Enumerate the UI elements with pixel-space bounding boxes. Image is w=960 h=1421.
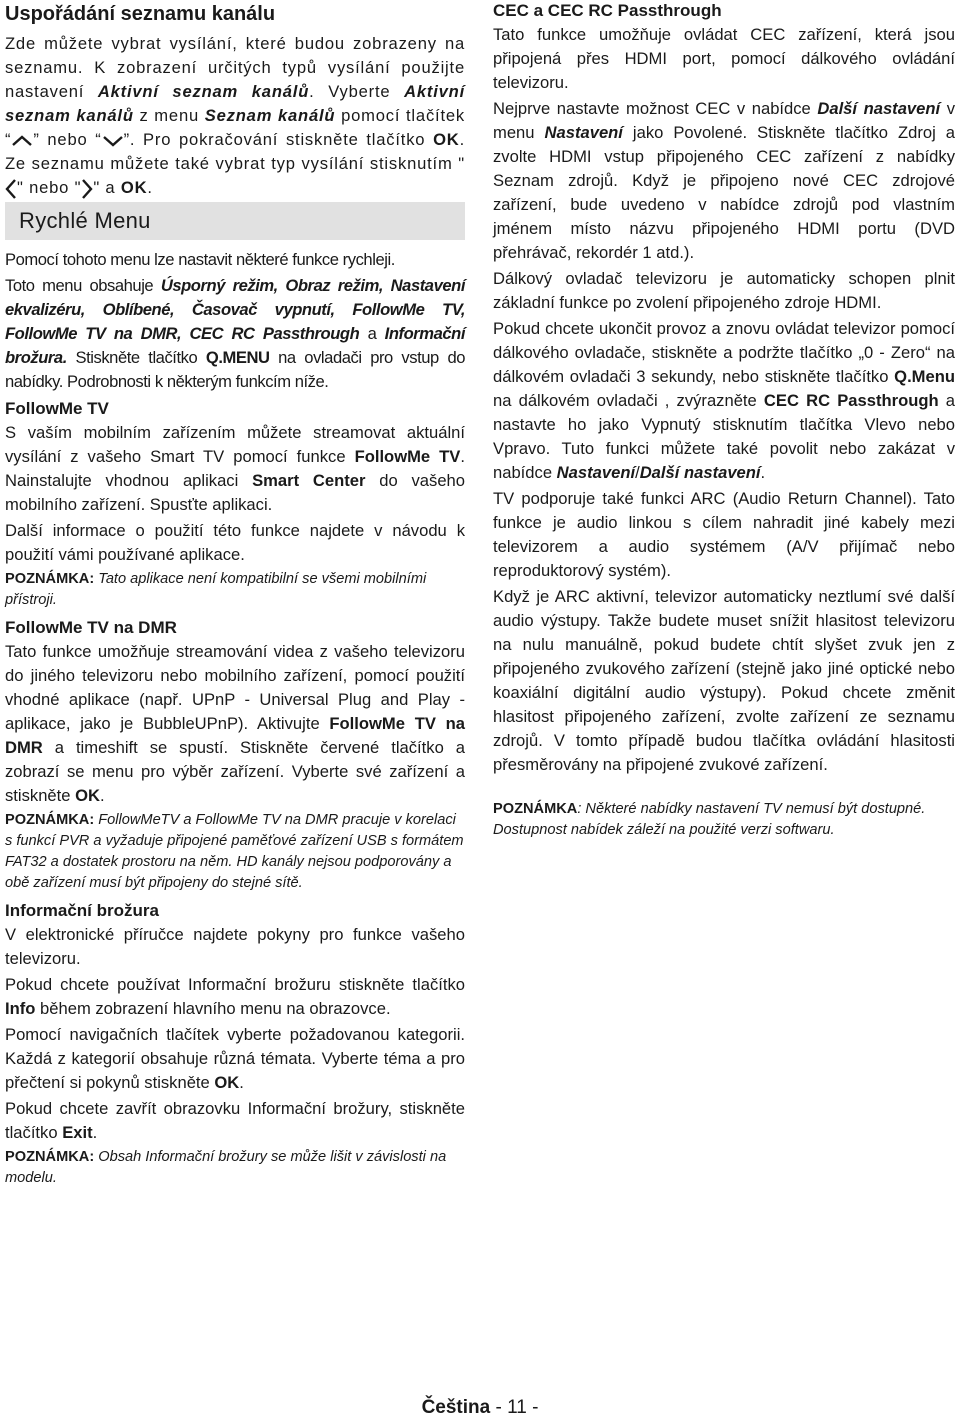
heading-followme-tv: FollowMe TV — [5, 399, 109, 418]
chevron-up-icon — [11, 135, 33, 147]
followme-paragraph-2: Další informace o použití této funkce najdete v návodu k použití vámi používané aplikace. — [5, 521, 465, 564]
quick-menu-intro: Pomocí tohoto menu lze nastavit některé funkce rychleji. — [5, 250, 395, 269]
page-footer — [0, 1397, 960, 1419]
info-paragraph-4: Pokud chcete zavřít obrazovku Informační brožury, stiskněte tlačítko Exit. — [5, 1099, 465, 1142]
chevron-right-icon — [81, 178, 93, 200]
heading-info-booklet: Informační brožura — [5, 901, 159, 920]
chevron-down-icon — [102, 135, 124, 147]
footer-language: Čeština — [421, 1397, 491, 1418]
info-note: POZNÁMKA: Obsah Informační brožury se může lišit v závislosti na modelu. — [5, 1149, 447, 1186]
heading-followme-dmr: FollowMe TV na DMR — [5, 618, 177, 637]
footer-page-number: - 11 - — [490, 1397, 539, 1418]
info-paragraph-3: Pomocí navigačních tlačítek vyberte požadovanou kategorii. Každá z kategorií obsahuje různá témata. Vyberte téma a pro přečtení si pokynů stiskněte OK. — [5, 1025, 465, 1092]
info-paragraph-1: V elektronické příručce najdete pokyny pro funkce vašeho televizoru. — [5, 925, 465, 968]
channel-list-paragraph: Zde můžete vybrat vysílání, které budou zobrazeny na seznamu. K zobrazení určitých typů vysílání použijte nastavení Aktivní seznam kanálů. Vyberte Aktivní seznam kanálů z menu Seznam kanálů pomocí tlačítek “ ” nebo “ ”. Pro pokračování stiskněte tlačítko OK. Ze seznamu můžete také vybrat typ vysílání stisknutím " " nebo " " a OK. — [5, 32, 465, 200]
left-column — [5, 0, 465, 1195]
cec-paragraph-3: Dálkový ovladač televizoru je automaticky schopen plnit základní funkce po zvolení připojeného zdroje HDMI. — [493, 269, 955, 312]
section-title-channel-list: Uspořádání seznamu kanálu — [5, 3, 276, 25]
heading-cec: CEC a CEC RC Passthrough — [493, 1, 722, 20]
cec-paragraph-2: Nejprve nastavte možnost CEC v nabídce Další nastavení v menu Nastavení jako Povolené. Stiskněte tlačítko Zdroj a zvolte HDMI vstup připojeného CEC zařízení z nabídky Seznam zdrojů. Když je připojeno nové CEC zdrojové zařízení, bude uvedeno v nabídce zdrojů pod vlastním jménem místo názvu připojeného HDMI portu (DVD přehrávač, rekordér 1 atd.). — [493, 99, 956, 262]
right-column — [493, 0, 955, 847]
followme-dmr-note: POZNÁMKA: FollowMeTV a FollowMe TV na DMR pracuje v korelaci s funkcí PVR a vyžaduje připojené paměťové zařízení USB s formátem FAT32 a dostatek prostoru na něm. HD kanály nejsou podporovány a obě zařízení musí být připojeny do stejné sítě. — [5, 812, 464, 891]
cec-paragraph-4: Pokud chcete ukončit provoz a znovu ovládat televizor pomocí dálkového ovladače, stiskněte a podržte tlačítko „0 - Zero“ na dálkovém ovladači 3 sekundy, nebo stiskněte tlačítko Q.Menu na dálkovém ovladači , zvýrazněte CEC RC Passthrough a nastavte ho jako Vypnutý stisknutím tlačítka Vlevo nebo Vpravo. Tuto funkci můžete také povolit nebo zakázat v nabídce Nastavení/Další nastavení. — [493, 319, 955, 482]
info-paragraph-2: Pokud chcete používat Informační brožuru stiskněte tlačítko Info během zobrazení hlavního menu na obrazovce. — [5, 975, 465, 1018]
followme-dmr-paragraph: Tato funkce umožňuje streamování videa z vašeho televizoru do jiného televizoru nebo mobilního zařízení, pomocí použití vhodné aplikace (např. UPnP - Universal Plug and Play - aplikace, jako je BubbleUPnP). Aktivujte FollowMe TV na DMR a timeshift se spustí. Stiskněte červené tlačítko a zobrazí se menu pro výběr zařízení. Vyberte své zařízení a stiskněte OK. — [5, 642, 465, 805]
section-title-quick-menu: Rychlé Menu — [19, 208, 151, 233]
arc-paragraph-1: TV podporuje také funkci ARC (Audio Return Channel). Tato funkce je audio linkou s cílem nahradit jiné kabely mezi televizorem a audio systémem (A/V přijímač nebo reproduktorový systém). — [493, 489, 955, 580]
arc-paragraph-2: Když je ARC aktivní, televizor automaticky neztlumí své další audio výstupy. Takže budete muset snížit hlasitost televizoru na nulu manuálně, pokud budete chtít slyšet zvuk jen z připojeného zvukového zařízení (stejně jako jiné optické nebo koaxiální digitální audio výstupy). Pokud chcete změnit hlasitost připojeného zařízení, zvolte zařízení ze seznamu zdrojů. V tomto případě budou tlačítka ovládání hlasitosti přesměrovány na připojené zvukové zařízení. — [493, 587, 955, 774]
section-bar-quick-menu — [5, 202, 465, 240]
settings-note: POZNÁMKA: Některé nabídky nastavení TV nemusí být dostupné. Dostupnost nabídek záleží na použité verzi softwaru. — [493, 801, 926, 838]
followme-note: POZNÁMKA: Tato aplikace není kompatibilní se všemi mobilními přístroji. — [5, 571, 427, 608]
chevron-left-icon — [5, 178, 17, 200]
followme-paragraph: S vaším mobilním zařízením můžete streamovat aktuální vysílání z vašeho Smart TV pomocí funkce FollowMe TV. Nainstalujte vhodnou aplikaci Smart Center do vašeho mobilního zařízení. Spusťte aplikaci. — [5, 423, 466, 514]
cec-paragraph-1: Tato funkce umožňuje ovládat CEC zařízení, která jsou připojená přes HDMI port, pomocí dálkového ovládání televizoru. — [493, 25, 955, 92]
quick-menu-paragraph: Toto menu obsahuje Úsporný režim, Obraz režim, Nastavení ekvalizéru, Oblíbené, Časovač vypnutí, FollowMe TV, FollowMe TV na DMR, CEC RC Passthrough a Informační brožura. Stiskněte tlačítko Q.MENU na ovladači pro vstup do nabídky. Podrobnosti k některým funkcím níže. — [5, 276, 465, 391]
